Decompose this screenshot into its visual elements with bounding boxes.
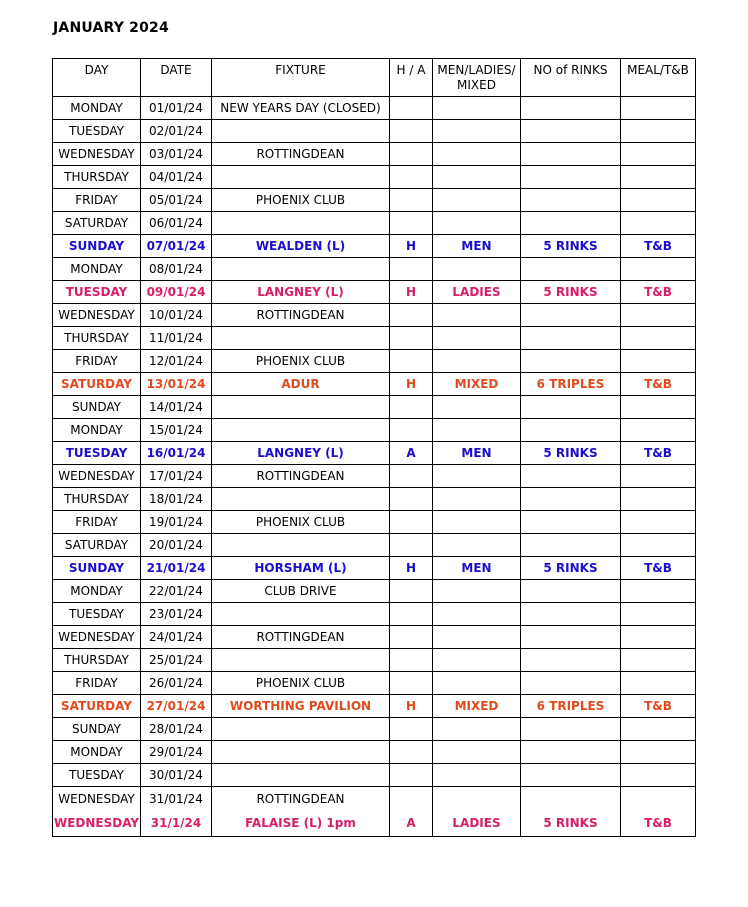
fixture-cell: PHOENIX CLUB xyxy=(212,350,390,373)
rinks-cell xyxy=(521,488,621,511)
day-cell: MONDAY xyxy=(53,580,141,603)
table-row xyxy=(53,511,696,534)
table-row xyxy=(53,166,696,189)
date-cell: 11/01/24 xyxy=(141,327,212,350)
fixture-cell xyxy=(212,741,390,764)
fixture-cell xyxy=(212,603,390,626)
date-cell: 07/01/24 xyxy=(141,235,212,258)
home-away-cell xyxy=(390,465,433,488)
home-away-cell xyxy=(390,488,433,511)
table-row xyxy=(53,97,696,120)
date-cell: 03/01/24 xyxy=(141,143,212,166)
team-type-cell xyxy=(433,764,521,787)
day-cell: SUNDAY xyxy=(53,557,141,580)
home-away-cell xyxy=(390,419,433,442)
day-cell: WEDNESDAY xyxy=(53,626,141,649)
rinks-cell xyxy=(521,672,621,695)
meal-cell xyxy=(621,787,696,837)
table-row xyxy=(53,764,696,787)
fixture-cell: PHOENIX CLUB xyxy=(212,511,390,534)
day-cell: FRIDAY xyxy=(53,672,141,695)
fixture-cell: NEW YEARS DAY (CLOSED) xyxy=(212,97,390,120)
home-away-cell xyxy=(390,718,433,741)
date-cell: 23/01/24 xyxy=(141,603,212,626)
team-type-cell xyxy=(433,327,521,350)
home-away-cell xyxy=(390,327,433,350)
date-cell: 29/01/24 xyxy=(141,741,212,764)
meal-cell xyxy=(621,465,696,488)
table-row xyxy=(53,258,696,281)
table-row xyxy=(53,534,696,557)
fixture-cell xyxy=(212,787,390,837)
day-cell: MONDAY xyxy=(53,741,141,764)
home-away-cell xyxy=(390,534,433,557)
rinks-cell: 5 RINKS xyxy=(521,442,621,465)
table-row xyxy=(53,603,696,626)
team-type-cell xyxy=(433,396,521,419)
fixture-cell xyxy=(212,166,390,189)
rinks-cell xyxy=(521,465,621,488)
table-row xyxy=(53,557,696,580)
rinks-cell xyxy=(521,304,621,327)
team-type-cell xyxy=(433,166,521,189)
team-type-cell xyxy=(433,672,521,695)
rinks-cell xyxy=(521,534,621,557)
rinks-cell xyxy=(521,166,621,189)
table-row xyxy=(53,281,696,304)
fixture-cell: ROTTINGDEAN xyxy=(212,626,390,649)
team-type-cell: MIXED xyxy=(433,373,521,396)
date-cell: 08/01/24 xyxy=(141,258,212,281)
rinks-cell xyxy=(521,212,621,235)
team-type-cell xyxy=(433,304,521,327)
day-cell: SATURDAY xyxy=(53,373,141,396)
meal-cell xyxy=(621,120,696,143)
day-cell: TUESDAY xyxy=(53,120,141,143)
meal-cell xyxy=(621,97,696,120)
fixture-cell: WEALDEN (L) xyxy=(212,235,390,258)
entry-line-first: WEDNESDAY xyxy=(58,792,135,806)
team-type-cell xyxy=(433,488,521,511)
rinks-cell xyxy=(521,258,621,281)
home-away-cell xyxy=(390,396,433,419)
rinks-cell xyxy=(521,511,621,534)
col-header-team-type: MEN/LADIES/ MIXED xyxy=(433,59,521,97)
day-cell: THURSDAY xyxy=(53,488,141,511)
table-row xyxy=(53,327,696,350)
date-cell: 01/01/24 xyxy=(141,97,212,120)
table-row xyxy=(53,419,696,442)
table-row xyxy=(53,350,696,373)
team-type-cell xyxy=(433,212,521,235)
entry-line-first: 31/01/24 xyxy=(149,792,203,806)
team-type-cell xyxy=(433,258,521,281)
home-away-cell xyxy=(390,143,433,166)
date-cell: 12/01/24 xyxy=(141,350,212,373)
fixture-cell: LANGNEY (L) xyxy=(212,281,390,304)
meal-cell xyxy=(621,419,696,442)
meal-cell: T&B xyxy=(621,235,696,258)
meal-cell xyxy=(621,166,696,189)
date-cell: 24/01/24 xyxy=(141,626,212,649)
team-type-cell xyxy=(433,718,521,741)
fixture-cell xyxy=(212,327,390,350)
home-away-cell xyxy=(390,166,433,189)
date-cell xyxy=(141,787,212,837)
table-row xyxy=(53,212,696,235)
team-type-cell xyxy=(433,649,521,672)
home-away-cell xyxy=(390,741,433,764)
rinks-cell xyxy=(521,396,621,419)
header-row xyxy=(53,59,696,97)
table-row xyxy=(53,304,696,327)
fixture-cell: ROTTINGDEAN xyxy=(212,143,390,166)
fixture-cell: HORSHAM (L) xyxy=(212,557,390,580)
fixture-cell xyxy=(212,258,390,281)
day-cell: FRIDAY xyxy=(53,189,141,212)
fixture-cell xyxy=(212,419,390,442)
rinks-cell xyxy=(521,741,621,764)
rinks-cell xyxy=(521,419,621,442)
day-cell: WEDNESDAY xyxy=(53,143,141,166)
fixture-cell: PHOENIX CLUB xyxy=(212,189,390,212)
team-type-cell xyxy=(433,626,521,649)
date-cell: 28/01/24 xyxy=(141,718,212,741)
date-cell: 27/01/24 xyxy=(141,695,212,718)
meal-cell: T&B xyxy=(621,281,696,304)
day-cell: MONDAY xyxy=(53,258,141,281)
entry-line-second: T&B xyxy=(644,816,672,830)
col-header-rinks: NO of RINKS xyxy=(521,59,621,97)
table-row xyxy=(53,741,696,764)
date-cell: 22/01/24 xyxy=(141,580,212,603)
date-cell: 10/01/24 xyxy=(141,304,212,327)
fixture-cell xyxy=(212,212,390,235)
date-cell: 16/01/24 xyxy=(141,442,212,465)
team-type-cell: MIXED xyxy=(433,695,521,718)
rinks-cell: 5 RINKS xyxy=(521,235,621,258)
rinks-cell xyxy=(521,718,621,741)
fixtures-table xyxy=(52,58,696,837)
meal-cell xyxy=(621,327,696,350)
day-cell xyxy=(53,787,141,837)
team-type-cell xyxy=(433,350,521,373)
fixture-cell xyxy=(212,488,390,511)
home-away-cell: H xyxy=(390,695,433,718)
fixture-cell xyxy=(212,649,390,672)
fixture-cell: ADUR xyxy=(212,373,390,396)
team-type-cell xyxy=(433,603,521,626)
rinks-cell xyxy=(521,350,621,373)
day-cell: TUESDAY xyxy=(53,764,141,787)
entry-line-second: FALAISE (L) 1pm xyxy=(245,816,356,830)
date-cell: 21/01/24 xyxy=(141,557,212,580)
home-away-cell xyxy=(390,764,433,787)
date-cell: 13/01/24 xyxy=(141,373,212,396)
table-row xyxy=(53,235,696,258)
entry-line-first xyxy=(521,787,620,811)
meal-cell: T&B xyxy=(621,695,696,718)
fixture-cell: WORTHING PAVILION xyxy=(212,695,390,718)
rinks-cell xyxy=(521,603,621,626)
day-cell: SUNDAY xyxy=(53,718,141,741)
date-cell: 05/01/24 xyxy=(141,189,212,212)
entry-line-first xyxy=(621,787,695,811)
entry-line-first xyxy=(390,787,432,811)
date-cell: 30/01/24 xyxy=(141,764,212,787)
date-cell: 18/01/24 xyxy=(141,488,212,511)
day-cell: SATURDAY xyxy=(53,695,141,718)
team-type-cell: MEN xyxy=(433,235,521,258)
meal-cell xyxy=(621,212,696,235)
meal-cell xyxy=(621,649,696,672)
table-row xyxy=(53,442,696,465)
day-cell: WEDNESDAY xyxy=(53,465,141,488)
fixture-cell: LANGNEY (L) xyxy=(212,442,390,465)
home-away-cell xyxy=(390,258,433,281)
entry-line-second: LADIES xyxy=(452,816,501,830)
team-type-cell xyxy=(433,120,521,143)
rinks-cell: 5 RINKS xyxy=(521,281,621,304)
day-cell: THURSDAY xyxy=(53,649,141,672)
date-cell: 14/01/24 xyxy=(141,396,212,419)
home-away-cell: H xyxy=(390,235,433,258)
home-away-cell xyxy=(390,580,433,603)
home-away-cell xyxy=(390,120,433,143)
rinks-cell xyxy=(521,787,621,837)
home-away-cell: H xyxy=(390,557,433,580)
meal-cell xyxy=(621,258,696,281)
day-cell: TUESDAY xyxy=(53,442,141,465)
team-type-cell xyxy=(433,97,521,120)
fixture-cell xyxy=(212,718,390,741)
meal-cell xyxy=(621,580,696,603)
rinks-cell xyxy=(521,120,621,143)
table-row xyxy=(53,143,696,166)
rinks-cell: 5 RINKS xyxy=(521,557,621,580)
day-cell: SATURDAY xyxy=(53,212,141,235)
day-cell: SUNDAY xyxy=(53,396,141,419)
home-away-cell xyxy=(390,603,433,626)
meal-cell: T&B xyxy=(621,373,696,396)
table-row xyxy=(53,649,696,672)
meal-cell xyxy=(621,534,696,557)
date-cell: 04/01/24 xyxy=(141,166,212,189)
entry-line-second: A xyxy=(406,816,416,830)
meal-cell xyxy=(621,718,696,741)
home-away-cell xyxy=(390,672,433,695)
rinks-cell xyxy=(521,764,621,787)
col-header-fixture: FIXTURE xyxy=(212,59,390,97)
meal-cell xyxy=(621,143,696,166)
fixture-cell: ROTTINGDEAN xyxy=(212,304,390,327)
meal-cell xyxy=(621,672,696,695)
home-away-cell xyxy=(390,189,433,212)
date-cell: 25/01/24 xyxy=(141,649,212,672)
fixture-cell xyxy=(212,534,390,557)
col-header-date: DATE xyxy=(141,59,212,97)
date-cell: 26/01/24 xyxy=(141,672,212,695)
day-cell: TUESDAY xyxy=(53,603,141,626)
home-away-cell: A xyxy=(390,442,433,465)
col-header-meal: MEAL/T&B xyxy=(621,59,696,97)
meal-cell xyxy=(621,741,696,764)
table-row xyxy=(53,695,696,718)
table-row xyxy=(53,189,696,212)
rinks-cell: 6 TRIPLES xyxy=(521,695,621,718)
meal-cell xyxy=(621,603,696,626)
home-away-cell xyxy=(390,350,433,373)
home-away-cell: H xyxy=(390,281,433,304)
table-row xyxy=(53,718,696,741)
entry-line-second: WEDNESDAY xyxy=(53,816,140,830)
date-cell: 15/01/24 xyxy=(141,419,212,442)
date-cell: 20/01/24 xyxy=(141,534,212,557)
col-header-home-away: H / A xyxy=(390,59,433,97)
entry-line-second: 31/1/24 xyxy=(150,816,202,830)
table-row xyxy=(53,120,696,143)
rinks-cell xyxy=(521,327,621,350)
table-row xyxy=(53,580,696,603)
date-cell: 19/01/24 xyxy=(141,511,212,534)
table-row xyxy=(53,396,696,419)
fixture-cell: PHOENIX CLUB xyxy=(212,672,390,695)
table-row xyxy=(53,787,696,837)
rinks-cell: 6 TRIPLES xyxy=(521,373,621,396)
day-cell: TUESDAY xyxy=(53,281,141,304)
meal-cell: T&B xyxy=(621,557,696,580)
home-away-cell xyxy=(390,212,433,235)
meal-cell xyxy=(621,626,696,649)
table-row xyxy=(53,626,696,649)
date-cell: 02/01/24 xyxy=(141,120,212,143)
rinks-cell xyxy=(521,97,621,120)
team-type-cell: MEN xyxy=(433,557,521,580)
meal-cell: T&B xyxy=(621,442,696,465)
meal-cell xyxy=(621,764,696,787)
team-type-cell xyxy=(433,534,521,557)
table-row xyxy=(53,373,696,396)
day-cell: THURSDAY xyxy=(53,166,141,189)
meal-cell xyxy=(621,488,696,511)
rinks-cell xyxy=(521,143,621,166)
rinks-cell xyxy=(521,580,621,603)
home-away-cell xyxy=(390,511,433,534)
fixture-cell: ROTTINGDEAN xyxy=(212,465,390,488)
fixture-cell: CLUB DRIVE xyxy=(212,580,390,603)
meal-cell xyxy=(621,396,696,419)
table-row xyxy=(53,465,696,488)
home-away-cell xyxy=(390,787,433,837)
page-title: JANUARY 2024 xyxy=(53,20,169,36)
entry-line-first: ROTTINGDEAN xyxy=(256,792,345,806)
table-row xyxy=(53,672,696,695)
team-type-cell: LADIES xyxy=(433,281,521,304)
day-cell: WEDNESDAY xyxy=(53,304,141,327)
team-type-cell xyxy=(433,189,521,212)
date-cell: 17/01/24 xyxy=(141,465,212,488)
date-cell: 09/01/24 xyxy=(141,281,212,304)
home-away-cell xyxy=(390,649,433,672)
home-away-cell xyxy=(390,304,433,327)
day-cell: FRIDAY xyxy=(53,511,141,534)
entry-line-second: 5 RINKS xyxy=(543,816,598,830)
home-away-cell xyxy=(390,626,433,649)
fixture-cell xyxy=(212,396,390,419)
day-cell: MONDAY xyxy=(53,97,141,120)
team-type-cell: MEN xyxy=(433,442,521,465)
day-cell: SATURDAY xyxy=(53,534,141,557)
day-cell: SUNDAY xyxy=(53,235,141,258)
rinks-cell xyxy=(521,649,621,672)
team-type-cell xyxy=(433,787,521,837)
meal-cell xyxy=(621,511,696,534)
team-type-cell xyxy=(433,741,521,764)
table-row xyxy=(53,488,696,511)
team-type-cell xyxy=(433,511,521,534)
team-type-cell xyxy=(433,419,521,442)
fixture-cell xyxy=(212,120,390,143)
team-type-cell xyxy=(433,143,521,166)
home-away-cell: H xyxy=(390,373,433,396)
meal-cell xyxy=(621,304,696,327)
day-cell: MONDAY xyxy=(53,419,141,442)
meal-cell xyxy=(621,189,696,212)
team-type-cell xyxy=(433,580,521,603)
fixture-cell xyxy=(212,764,390,787)
col-header-day: DAY xyxy=(53,59,141,97)
day-cell: FRIDAY xyxy=(53,350,141,373)
home-away-cell xyxy=(390,97,433,120)
rinks-cell xyxy=(521,189,621,212)
day-cell: THURSDAY xyxy=(53,327,141,350)
meal-cell xyxy=(621,350,696,373)
rinks-cell xyxy=(521,626,621,649)
entry-line-first xyxy=(433,787,520,811)
date-cell: 06/01/24 xyxy=(141,212,212,235)
team-type-cell xyxy=(433,465,521,488)
